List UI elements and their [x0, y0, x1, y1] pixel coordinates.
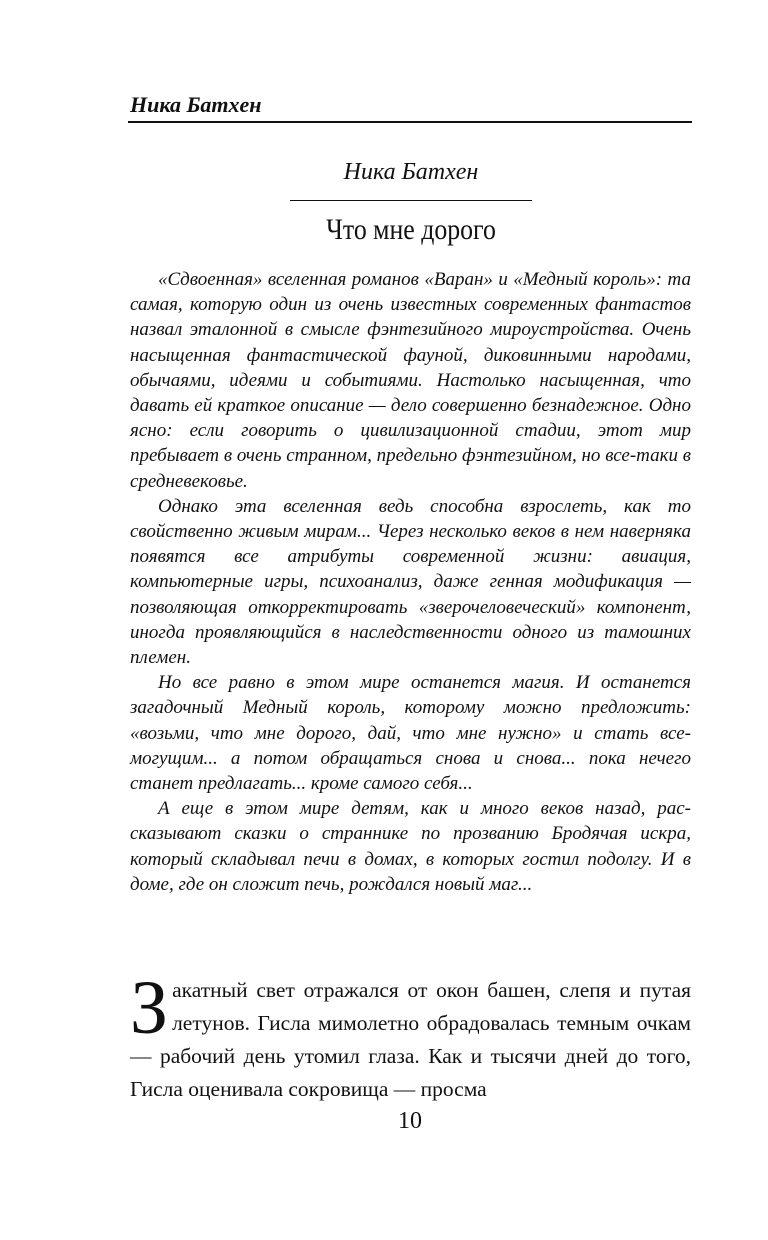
epigraph-paragraph: «Сдвоенная» вселенная романов «Варан» и «Медный король»: та самая, которую один из очень известных современных фантастов назвал эталонной в смысле фэнтезийного мироустройства. Очень насыщенная фантастической фауной, диковинными народами, обычаями, идеями и событиями. Настолько насыщенная, что давать ей краткое описание — дело совершенно безнадежное. Одно ясно: если говорить о цивилизационной стадии, этот мир пребывает в очень странном, предельно фэнтезийном, но все-таки в средневековье.: [130, 269, 691, 492]
main-paragraph: [130, 966, 691, 1106]
epigraph-paragraph: Но все равно в этом мире останется магия. И останется загадочный Медный король, которому можно предложить: «возьми, что мне дорого, дай, что мне нужно» и стать всемогущим... а потом обращаться снова и снова... пока нечего станет предлагать... кроме самого себя...: [130, 672, 691, 795]
drop-cap: З: [130, 966, 169, 1050]
epigraph: [130, 267, 691, 897]
author-name: Ника Батхен: [343, 159, 479, 185]
story-title: Что мне дорого: [326, 213, 496, 246]
epigraph-paragraph: А еще в этом мире детям, как и много веков назад, рассказывают сказки о страннике по прозванию Бродячая искра, который складывал печи в домах, в которых гостил подолгу. И в доме, где он сложит печь, рождался новый маг...: [130, 798, 691, 895]
title-rule: [290, 200, 532, 201]
main-paragraph-text: акатный свет отражался от окон башен, слепя и путая летунов. Гисла мимолетно обрадовалась темным очкам — рабочий день утомил глаза. Как и тысячи дней до того, Гисла оценивала сокровища — просма: [130, 978, 691, 1101]
epigraph-paragraph: Однако эта вселенная ведь способна взрослеть, как то свойственно живым мирам... Через несколько веков в нем наверняка появятся все атрибуты современной жизни: авиация, компьютерные игры, психоанализ, даже генная модификация — позволяющая откорректировать «зверочеловеческий» компонент, иногда проявляющийся в наследственности одного из тамошних племен.: [130, 495, 691, 669]
running-head: Ника Батхен: [130, 92, 262, 117]
page-number: 10: [398, 1108, 422, 1134]
header-rule: [128, 121, 692, 123]
main-text: [130, 966, 691, 1106]
